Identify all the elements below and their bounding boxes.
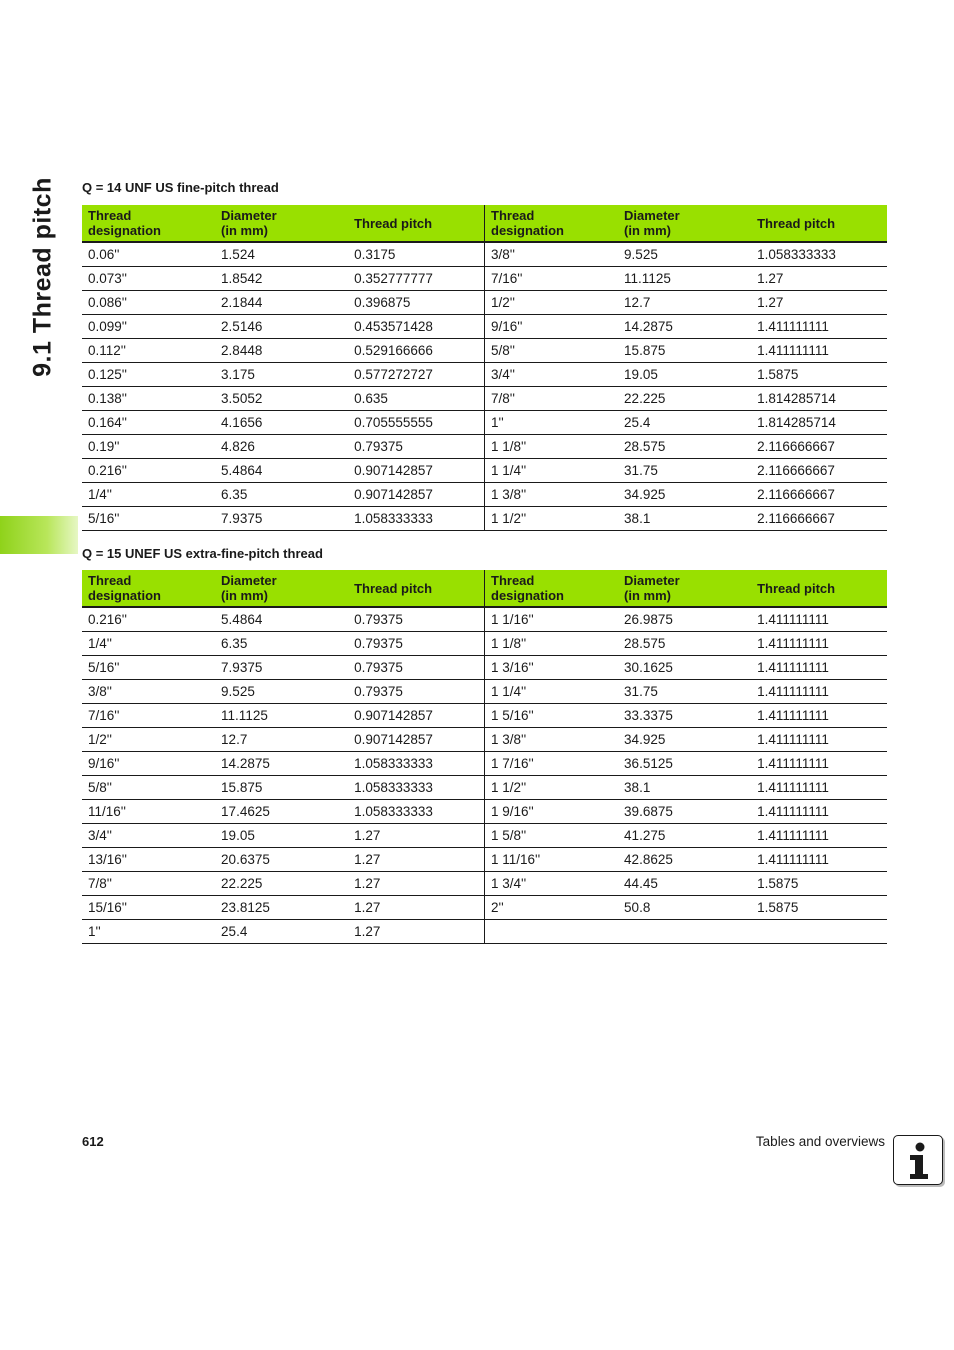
table-cell: 12.7 (221, 732, 248, 747)
column-header-line: designation (88, 588, 161, 603)
table-cell: 1.058333333 (354, 756, 433, 771)
table-row (485, 728, 887, 752)
table-cell: 1 1/2'' (491, 511, 527, 526)
table-cell: 1.058333333 (757, 247, 836, 262)
table-cell (618, 920, 751, 943)
table-cell: 1.8542 (221, 271, 263, 286)
table-row (82, 896, 484, 920)
table-cell: 1 5/8'' (491, 828, 527, 843)
column-header-line: Thread pitch (757, 580, 836, 596)
column-header (485, 570, 618, 606)
footer-section-label: Tables and overviews (755, 1134, 885, 1149)
table-cell: 1 1/4'' (491, 684, 527, 699)
table-cell: 33.3375 (624, 708, 673, 723)
table-row (485, 800, 887, 824)
table-cell: 7/16'' (88, 708, 120, 723)
table-row (485, 920, 887, 944)
column-header-line: (in mm) (221, 588, 268, 603)
table-row (82, 411, 484, 435)
table-cell: 1.411111111 (757, 684, 829, 699)
table-row (485, 507, 887, 531)
table-cell (751, 920, 887, 943)
table-cell: 1 1/8'' (491, 636, 527, 651)
table-row (485, 267, 887, 291)
table-cell: 0.907142857 (354, 732, 433, 747)
table-row (82, 800, 484, 824)
table-cell: 1.814285714 (757, 391, 836, 406)
table-row (82, 435, 484, 459)
table-cell: 1.411111111 (757, 660, 829, 675)
table-row (485, 632, 887, 656)
table-cell: 2.116666667 (757, 463, 835, 478)
table-row (485, 872, 887, 896)
table-cell: 3/8'' (88, 684, 112, 699)
table-cell: 0.216'' (88, 612, 127, 627)
table-cell: 20.6375 (221, 852, 270, 867)
table-cell: 44.45 (624, 876, 658, 891)
table-cell: 0.073'' (88, 271, 127, 286)
table-row (485, 704, 887, 728)
table-cell: 1.411111111 (757, 612, 829, 627)
table-cell: 1.058333333 (354, 780, 433, 795)
table-cell: 1 1/4'' (491, 463, 527, 478)
table-header-row (485, 570, 887, 608)
table-row (82, 728, 484, 752)
table-cell: 1 1/16'' (491, 612, 534, 627)
table-row (82, 752, 484, 776)
column-header-line: (in mm) (624, 588, 671, 603)
column-header-line: Diameter (221, 573, 277, 588)
table-cell: 1.411111111 (757, 780, 829, 795)
table-cell: 1 1/8'' (491, 439, 527, 454)
column-header-line: designation (491, 223, 564, 238)
table-row (485, 435, 887, 459)
table-cell: 1/4'' (88, 636, 112, 651)
column-header-line: Diameter (624, 208, 680, 223)
table-cell: 0.577272727 (354, 367, 433, 382)
table-cell: 1/4'' (88, 487, 112, 502)
table-cell: 1.27 (354, 852, 381, 867)
column-header (348, 205, 484, 241)
table-cell: 0.352777777 (354, 271, 433, 286)
table-cell: 28.575 (624, 636, 666, 651)
table-cell: 15.875 (221, 780, 263, 795)
table-cell: 14.2875 (624, 319, 673, 334)
table-cell: 1 3/16'' (491, 660, 534, 675)
column-header-line: (in mm) (221, 223, 268, 238)
table-cell: 34.925 (624, 487, 666, 502)
table-cell: 0.907142857 (354, 708, 433, 723)
table-cell: 1'' (88, 924, 101, 939)
table-cell: 12.7 (624, 295, 651, 310)
table-cell: 0.705555555 (354, 415, 433, 430)
table-cell: 0.099'' (88, 319, 127, 334)
table1-caption: Q = 14 UNF US fine-pitch thread (82, 180, 279, 195)
table-cell: 0.06'' (88, 247, 120, 262)
table-cell: 9/16'' (88, 756, 120, 771)
column-header (215, 205, 348, 241)
table-row (82, 656, 484, 680)
table2-right-half (484, 570, 887, 944)
column-header (618, 570, 751, 606)
table-cell: 38.1 (624, 780, 651, 795)
table-row (485, 680, 887, 704)
table-row (485, 848, 887, 872)
table-cell: 11.1125 (221, 708, 268, 723)
table-cell: 3.175 (221, 367, 255, 382)
table-cell: 26.9875 (624, 612, 673, 627)
table-cell: 9.525 (624, 247, 658, 262)
table1-left-half (82, 205, 484, 531)
table-cell: 1 1/2'' (491, 780, 527, 795)
column-header (82, 570, 215, 606)
table-cell: 4.1656 (221, 415, 263, 430)
table-cell: 11/16'' (88, 804, 126, 819)
table-row (485, 752, 887, 776)
table-row (82, 315, 484, 339)
table-cell: 0.79375 (354, 636, 403, 651)
table-row (82, 776, 484, 800)
table-row (485, 896, 887, 920)
table-cell: 5/16'' (88, 660, 120, 675)
table-cell: 0.125'' (88, 367, 127, 382)
table-cell: 1 3/8'' (491, 732, 527, 747)
table-cell: 2.116666667 (757, 487, 835, 502)
table-cell: 1 11/16'' (491, 852, 541, 867)
table-cell: 1.27 (354, 900, 381, 915)
table-cell: 0.79375 (354, 684, 403, 699)
table-cell: 1 3/8'' (491, 487, 527, 502)
table-cell: 7/16'' (491, 271, 523, 286)
table-cell: 3/8'' (491, 247, 515, 262)
column-header (751, 570, 887, 606)
table-row (485, 411, 887, 435)
table-cell: 19.05 (624, 367, 658, 382)
column-header (215, 570, 348, 606)
table-cell: 1 9/16'' (491, 804, 534, 819)
unef-thread-table (82, 570, 887, 944)
table-cell: 22.225 (624, 391, 666, 406)
table-cell: 22.225 (221, 876, 263, 891)
table-row (82, 243, 484, 267)
column-header-line: Thread (491, 208, 535, 223)
table-cell: 9/16'' (491, 319, 523, 334)
table-cell: 25.4 (624, 415, 651, 430)
table-cell: 0.79375 (354, 612, 403, 627)
table-row (485, 656, 887, 680)
column-header-line: Thread pitch (354, 215, 433, 231)
table-cell: 0.112'' (88, 343, 126, 358)
table-cell: 6.35 (221, 487, 248, 502)
table-cell: 25.4 (221, 924, 248, 939)
column-header (751, 205, 887, 241)
table-cell: 19.05 (221, 828, 255, 843)
column-header-line: Diameter (624, 573, 680, 588)
table-cell: 1.814285714 (757, 415, 836, 430)
table-cell: 0.907142857 (354, 463, 433, 478)
table-cell: 1.411111111 (757, 732, 829, 747)
table-row (485, 339, 887, 363)
table-cell: 2.116666667 (757, 511, 835, 526)
table-cell: 31.75 (624, 463, 658, 478)
table-cell: 1.27 (354, 924, 381, 939)
table-cell: 15/16'' (88, 900, 127, 915)
table-cell: 5.4864 (221, 463, 263, 478)
table-cell: 6.35 (221, 636, 248, 651)
table-cell: 0.79375 (354, 660, 403, 675)
table-cell: 0.79375 (354, 439, 403, 454)
table-header-row (82, 570, 484, 608)
table-cell: 1.411111111 (757, 319, 829, 334)
column-header (618, 205, 751, 241)
table-cell: 0.635 (354, 391, 388, 406)
table-cell: 7/8'' (88, 876, 112, 891)
table-cell: 1 7/16'' (491, 756, 534, 771)
table-cell: 2.1844 (221, 295, 263, 310)
table-cell: 36.5125 (624, 756, 673, 771)
table-cell: 0.3175 (354, 247, 396, 262)
table-cell: 4.826 (221, 439, 255, 454)
table-row (82, 267, 484, 291)
table-row (82, 363, 484, 387)
column-header-line: Thread (88, 208, 132, 223)
table-cell: 0.216'' (88, 463, 127, 478)
table-cell: 1 3/4'' (491, 876, 527, 891)
column-header (82, 205, 215, 241)
column-header-line: Thread (88, 573, 132, 588)
table-cell: 50.8 (624, 900, 651, 915)
table-cell: 30.1625 (624, 660, 673, 675)
table-row (485, 776, 887, 800)
column-header-line: Thread pitch (757, 215, 836, 231)
table-cell: 1/2'' (491, 295, 515, 310)
column-header-line: Thread pitch (354, 580, 433, 596)
table-row (485, 387, 887, 411)
table-cell: 41.275 (624, 828, 666, 843)
table2-left-half (82, 570, 484, 944)
table-cell: 0.396875 (354, 295, 411, 310)
table-cell: 1.411111111 (757, 343, 829, 358)
table-cell: 0.907142857 (354, 487, 433, 502)
table-row (82, 704, 484, 728)
table-cell: 1.27 (757, 295, 784, 310)
table-row (485, 315, 887, 339)
table-cell: 1.27 (354, 828, 381, 843)
table-row (82, 872, 484, 896)
table-cell: 5.4864 (221, 612, 263, 627)
table-cell: 7.9375 (221, 660, 263, 675)
table-row (82, 507, 484, 531)
table-cell: 2'' (491, 900, 504, 915)
table-cell: 3/4'' (491, 367, 515, 382)
table-cell: 1.411111111 (757, 852, 829, 867)
table-row (82, 920, 484, 944)
table-cell: 5/8'' (88, 780, 112, 795)
table-cell: 13/16'' (88, 852, 127, 867)
table-cell: 1.411111111 (757, 804, 829, 819)
table-row (82, 459, 484, 483)
table-cell: 1.411111111 (757, 828, 829, 843)
table-cell: 0.529166666 (354, 343, 433, 358)
chapter-tab-marker (0, 516, 78, 554)
table-cell: 7/8'' (491, 391, 515, 406)
table-row (485, 243, 887, 267)
column-header-line: Thread (491, 573, 535, 588)
column-header (348, 570, 484, 606)
table-cell: 0.138'' (88, 391, 127, 406)
table-cell: 39.6875 (624, 804, 673, 819)
table-row (82, 848, 484, 872)
table-cell: 7.9375 (221, 511, 263, 526)
table-row (485, 291, 887, 315)
page-number: 612 (82, 1134, 104, 1149)
table-row (82, 339, 484, 363)
table-cell: 23.8125 (221, 900, 270, 915)
table-cell: 34.925 (624, 732, 666, 747)
table-header-row (82, 205, 484, 243)
table-cell: 1.524 (221, 247, 255, 262)
table-cell: 1 5/16'' (491, 708, 534, 723)
table-cell: 1.058333333 (354, 804, 433, 819)
table-cell: 0.086'' (88, 295, 127, 310)
table-cell: 1.058333333 (354, 511, 433, 526)
table-cell: 2.5146 (221, 319, 263, 334)
table-header-row (485, 205, 887, 243)
table1-right-half (484, 205, 887, 531)
column-header-line: (in mm) (624, 223, 671, 238)
table-row (82, 387, 484, 411)
table-cell: 42.8625 (624, 852, 673, 867)
column-header-line: designation (88, 223, 161, 238)
table-cell: 0.19'' (88, 439, 120, 454)
table-row (485, 824, 887, 848)
side-title-text: 9.1 Thread pitch (28, 177, 57, 377)
table-cell: 1.5875 (757, 876, 799, 891)
table-cell: 14.2875 (221, 756, 270, 771)
table-cell: 1.27 (354, 876, 381, 891)
table-row (82, 632, 484, 656)
table-cell: 3/4'' (88, 828, 112, 843)
table-row (485, 459, 887, 483)
table-cell: 28.575 (624, 439, 666, 454)
table-cell: 3.5052 (221, 391, 263, 406)
table-cell: 31.75 (624, 684, 658, 699)
table-row (82, 680, 484, 704)
table-row (485, 363, 887, 387)
table2-caption: Q = 15 UNEF US extra-fine-pitch thread (82, 546, 323, 561)
table-cell: 2.116666667 (757, 439, 835, 454)
table-cell: 2.8448 (221, 343, 263, 358)
table-cell: 1'' (491, 415, 504, 430)
column-header-line: Diameter (221, 208, 277, 223)
info-icon (893, 1135, 943, 1185)
table-cell: 1.411111111 (757, 636, 829, 651)
table-cell: 1.411111111 (757, 756, 829, 771)
table-cell: 5/8'' (491, 343, 515, 358)
table-row (82, 483, 484, 507)
table-row (82, 291, 484, 315)
table-cell: 11.1125 (624, 271, 671, 286)
table-cell: 1/2'' (88, 732, 112, 747)
table-cell: 0.164'' (88, 415, 127, 430)
table-row (82, 824, 484, 848)
table-cell: 5/16'' (88, 511, 120, 526)
unf-thread-table (82, 205, 887, 531)
table-row (485, 608, 887, 632)
side-section-title (19, 172, 67, 382)
table-cell: 1.27 (757, 271, 784, 286)
column-header-line: designation (491, 588, 564, 603)
table-cell: 38.1 (624, 511, 651, 526)
table-cell: 15.875 (624, 343, 666, 358)
table-cell (485, 920, 618, 943)
table-cell: 0.453571428 (354, 319, 433, 334)
table-cell: 1.5875 (757, 367, 799, 382)
table-cell: 1.5875 (757, 900, 799, 915)
table-cell: 1.411111111 (757, 708, 829, 723)
table-cell: 9.525 (221, 684, 255, 699)
column-header (485, 205, 618, 241)
table-row (82, 608, 484, 632)
table-row (485, 483, 887, 507)
table-cell: 17.4625 (221, 804, 270, 819)
